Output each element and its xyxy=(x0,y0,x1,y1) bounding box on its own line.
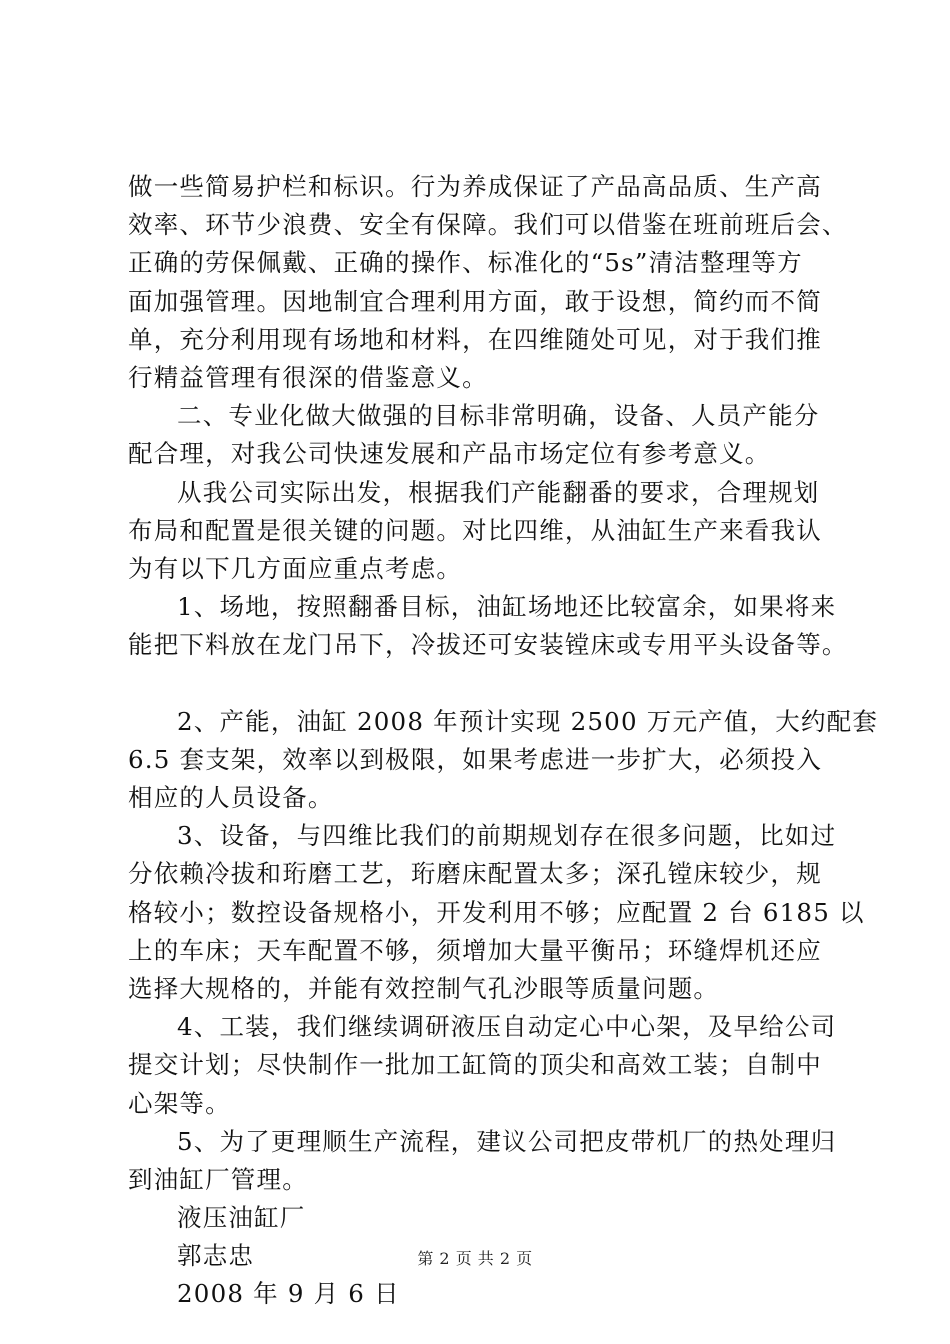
text-line: 相应的人员设备。 xyxy=(128,783,334,812)
text-line: 分依赖冷拔和珩磨工艺，珩磨床配置太多；深孔镗床较少，规 xyxy=(128,859,822,889)
text-line: 从我公司实际出发，根据我们产能翻番的要求，合理规划 xyxy=(177,477,820,507)
text-line: 1、场地，按照翻番目标，油缸场地还比较富余，如果将来 xyxy=(177,592,837,622)
document-body xyxy=(128,168,879,1314)
text-line: 液压油缸厂 xyxy=(177,1203,306,1233)
text-line: 效率、环节少浪费、安全有保障。我们可以借鉴在班前班后会、 xyxy=(128,210,848,240)
text-line: 能把下料放在龙门吊下，冷拔还可安装镗床或专用平头设备等。 xyxy=(128,630,848,660)
page-footer: 第 2 页 共 2 页 xyxy=(417,1249,533,1268)
blank-line xyxy=(128,664,828,702)
text-line: 面加强管理。因地制宜合理利用方面，敢于设想，简约而不简 xyxy=(128,286,822,316)
text-line: 为有以下几方面应重点考虑。 xyxy=(128,553,463,583)
text-line: 正确的劳保佩戴、正确的操作、标准化的“5s”清洁整理等方 xyxy=(128,248,803,278)
text-line: 做一些简易护栏和标识。行为养成保证了产品高品质、生产高 xyxy=(128,172,822,201)
text-line: 上的车床；天车配置不够，须增加大量平衡吊；环缝焊机还应 xyxy=(128,935,822,965)
text-line: 配合理，对我公司快速发展和产品市场定位有参考意义。 xyxy=(128,439,771,469)
text-line: 单，充分利用现有场地和材料，在四维随处可见，对于我们推 xyxy=(128,324,822,354)
text-line: 2、产能，油缸 2008 年预计实现 2500 万元产值，大约配套 xyxy=(177,706,879,736)
text-line: 4、工装，我们继续调研液压自动定心中心架，及早给公司 xyxy=(177,1012,837,1042)
text-line: 郭志忠 xyxy=(177,1241,255,1271)
text-line: 行精益管理有很深的借鉴意义。 xyxy=(128,362,488,392)
text-line: 心架等。 xyxy=(128,1088,231,1118)
text-line: 布局和配置是很关键的问题。对比四维，从油缸生产来看我认 xyxy=(128,515,822,545)
text-line: 到油缸厂管理。 xyxy=(128,1164,308,1194)
text-line: 选择大规格的，并能有效控制气孔沙眼等质量问题。 xyxy=(128,973,720,1003)
text-line: 3、设备，与四维比我们的前期规划存在很多问题，比如过 xyxy=(177,821,837,851)
text-line: 格较小；数控设备规格小，开发利用不够；应配置 2 台 6185 以 xyxy=(128,897,865,927)
text-line: 2008 年 9 月 6 日 xyxy=(177,1279,400,1309)
text-line: 提交计划；尽快制作一批加工缸筒的顶尖和高效工装；自制中 xyxy=(128,1050,822,1080)
text-line: 6.5 套支架，效率以到极限，如果考虑进一步扩大，必须投入 xyxy=(128,744,823,774)
text-line: 二、专业化做大做强的目标非常明确，设备、人员产能分 xyxy=(177,401,820,431)
text-line: 5、为了更理顺生产流程，建议公司把皮带机厂的热处理归 xyxy=(177,1126,837,1156)
